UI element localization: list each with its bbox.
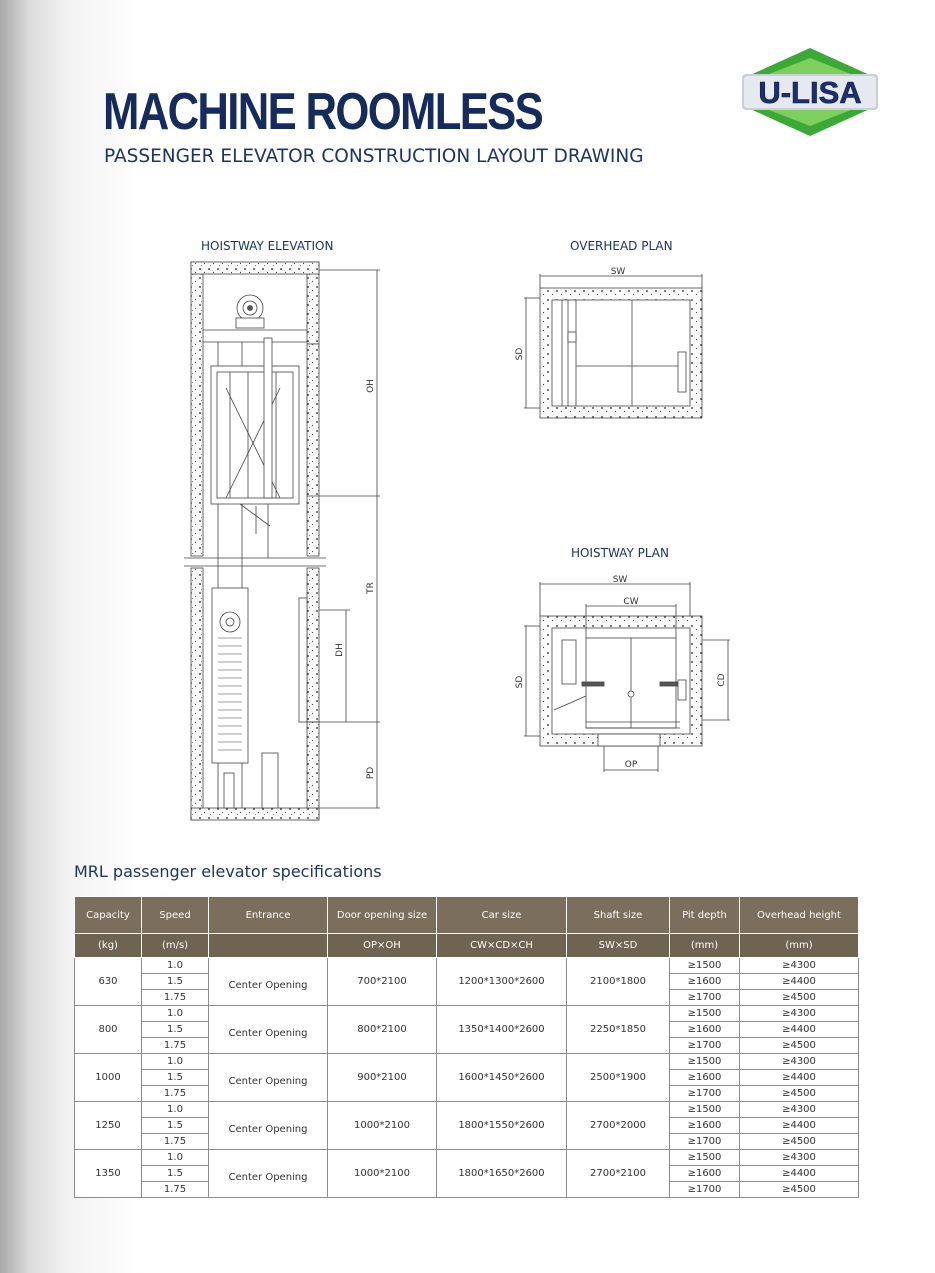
car-size-cell: 1350*1400*2600 xyxy=(437,1006,567,1054)
pit-depth-cell: ≥1700 xyxy=(670,1086,740,1102)
capacity-cell: 1250 xyxy=(75,1102,142,1150)
overhead-height-cell: ≥4500 xyxy=(740,1086,859,1102)
page-subtitle: PASSENGER ELEVATOR CONSTRUCTION LAYOUT DRAWING xyxy=(104,146,644,167)
door-size-cell: 800*2100 xyxy=(328,1006,437,1054)
overhead-height-cell: ≥4400 xyxy=(740,1166,859,1182)
unit-door-opening: OP×OH xyxy=(328,934,437,958)
dim-label-sd: SD xyxy=(515,675,525,689)
dim-label-tr: TR xyxy=(366,582,376,594)
overhead-height-cell: ≥4400 xyxy=(740,1118,859,1134)
dim-label-cw: CW xyxy=(623,597,639,607)
overhead-plan-drawing xyxy=(510,262,710,422)
pit-depth-cell: ≥1500 xyxy=(670,958,740,974)
speed-cell: 1.75 xyxy=(142,1086,209,1102)
speed-cell: 1.5 xyxy=(142,1070,209,1086)
car-size-cell: 1800*1550*2600 xyxy=(437,1102,567,1150)
overhead-height-cell: ≥4300 xyxy=(740,958,859,974)
speed-cell: 1.0 xyxy=(142,958,209,974)
hoistway-elevation-drawing xyxy=(180,258,390,828)
dim-label-cd: CD xyxy=(717,673,727,687)
table-row xyxy=(75,958,859,974)
car-size-cell: 1800*1650*2600 xyxy=(437,1150,567,1198)
overhead-height-cell: ≥4300 xyxy=(740,1006,859,1022)
pit-depth-cell: ≥1700 xyxy=(670,1038,740,1054)
car-size-cell: 1600*1450*2600 xyxy=(437,1054,567,1102)
dim-label-dh: DH xyxy=(335,643,345,657)
speed-cell: 1.0 xyxy=(142,1006,209,1022)
speed-cell: 1.0 xyxy=(142,1054,209,1070)
shaft-size-cell: 2500*1900 xyxy=(567,1054,670,1102)
entrance-cell: Center Opening xyxy=(209,1054,328,1102)
spec-unit-row xyxy=(75,934,859,958)
spec-header-row xyxy=(75,897,859,934)
door-size-cell: 700*2100 xyxy=(328,958,437,1006)
overhead-height-cell: ≥4400 xyxy=(740,1070,859,1086)
overhead-height-cell: ≥4300 xyxy=(740,1054,859,1070)
dim-label-pd: PD xyxy=(366,766,376,780)
dim-label-sw: SW xyxy=(612,575,628,585)
pit-depth-cell: ≥1500 xyxy=(670,1150,740,1166)
overhead-height-cell: ≥4400 xyxy=(740,1022,859,1038)
unit-car-size: CW×CD×CH xyxy=(437,934,567,958)
spec-heading: MRL passenger elevator specifications xyxy=(74,862,382,881)
entrance-cell: Center Opening xyxy=(209,1150,328,1198)
table-row xyxy=(75,1054,859,1070)
capacity-cell: 630 xyxy=(75,958,142,1006)
header-shaft-size: Shaft size xyxy=(567,897,670,934)
page-title: MACHINE ROOMLESS xyxy=(103,83,543,141)
speed-cell: 1.0 xyxy=(142,1150,209,1166)
entrance-cell: Center Opening xyxy=(209,1006,328,1054)
overhead-plan-title: OVERHEAD PLAN xyxy=(570,239,673,253)
header-capacity: Capacity xyxy=(75,897,142,934)
overhead-height-cell: ≥4500 xyxy=(740,1038,859,1054)
header-speed: Speed xyxy=(142,897,209,934)
pit-depth-cell: ≥1600 xyxy=(670,1070,740,1086)
pit-depth-cell: ≥1600 xyxy=(670,1118,740,1134)
unit-overhead-height: (mm) xyxy=(740,934,859,958)
door-size-cell: 1000*2100 xyxy=(328,1150,437,1198)
dim-label-sd: SD xyxy=(515,347,525,361)
unit-pit-depth: (mm) xyxy=(670,934,740,958)
table-row xyxy=(75,1102,859,1118)
speed-cell: 1.75 xyxy=(142,1182,209,1198)
pit-depth-cell: ≥1700 xyxy=(670,1134,740,1150)
u-lisa-logo xyxy=(740,46,880,138)
capacity-cell: 1000 xyxy=(75,1054,142,1102)
header-entrance: Entrance xyxy=(209,897,328,934)
header-door-opening: Door opening size xyxy=(328,897,437,934)
header-pit-depth: Pit depth xyxy=(670,897,740,934)
capacity-cell: 1350 xyxy=(75,1150,142,1198)
overhead-height-cell: ≥4300 xyxy=(740,1150,859,1166)
overhead-height-cell: ≥4500 xyxy=(740,1182,859,1198)
overhead-height-cell: ≥4500 xyxy=(740,1134,859,1150)
unit-shaft-size: SW×SD xyxy=(567,934,670,958)
spec-table xyxy=(74,896,859,1198)
speed-cell: 1.5 xyxy=(142,1118,209,1134)
speed-cell: 1.75 xyxy=(142,1038,209,1054)
unit-entrance xyxy=(209,934,328,958)
overhead-height-cell: ≥4400 xyxy=(740,974,859,990)
pit-depth-cell: ≥1700 xyxy=(670,1182,740,1198)
dim-label-oh: OH xyxy=(366,379,376,393)
hoistway-plan-drawing xyxy=(510,570,735,775)
entrance-cell: Center Opening xyxy=(209,958,328,1006)
dim-label-op: OP xyxy=(624,760,638,770)
car-size-cell: 1200*1300*2600 xyxy=(437,958,567,1006)
svg-text:U-LISA: U-LISA xyxy=(758,75,862,110)
pit-depth-cell: ≥1600 xyxy=(670,1166,740,1182)
speed-cell: 1.5 xyxy=(142,1166,209,1182)
pit-depth-cell: ≥1500 xyxy=(670,1006,740,1022)
shaft-size-cell: 2700*2100 xyxy=(567,1150,670,1198)
speed-cell: 1.0 xyxy=(142,1102,209,1118)
speed-cell: 1.75 xyxy=(142,1134,209,1150)
unit-capacity: (kg) xyxy=(75,934,142,958)
header-car-size: Car size xyxy=(437,897,567,934)
pit-depth-cell: ≥1600 xyxy=(670,1022,740,1038)
pit-depth-cell: ≥1500 xyxy=(670,1102,740,1118)
unit-speed: (m/s) xyxy=(142,934,209,958)
pit-depth-cell: ≥1600 xyxy=(670,974,740,990)
header-overhead-height: Overhead height xyxy=(740,897,859,934)
shaft-size-cell: 2700*2000 xyxy=(567,1102,670,1150)
hoistway-elevation-title: HOISTWAY ELEVATION xyxy=(201,239,334,253)
table-row xyxy=(75,1006,859,1022)
speed-cell: 1.75 xyxy=(142,990,209,1006)
hoistway-plan-title: HOISTWAY PLAN xyxy=(571,546,669,560)
shaft-size-cell: 2250*1850 xyxy=(567,1006,670,1054)
door-size-cell: 1000*2100 xyxy=(328,1102,437,1150)
dim-label-sw: SW xyxy=(610,267,626,277)
table-row xyxy=(75,1150,859,1166)
speed-cell: 1.5 xyxy=(142,1022,209,1038)
pit-depth-cell: ≥1700 xyxy=(670,990,740,1006)
shaft-size-cell: 2100*1800 xyxy=(567,958,670,1006)
speed-cell: 1.5 xyxy=(142,974,209,990)
door-size-cell: 900*2100 xyxy=(328,1054,437,1102)
overhead-height-cell: ≥4500 xyxy=(740,990,859,1006)
entrance-cell: Center Opening xyxy=(209,1102,328,1150)
overhead-height-cell: ≥4300 xyxy=(740,1102,859,1118)
pit-depth-cell: ≥1500 xyxy=(670,1054,740,1070)
capacity-cell: 800 xyxy=(75,1006,142,1054)
